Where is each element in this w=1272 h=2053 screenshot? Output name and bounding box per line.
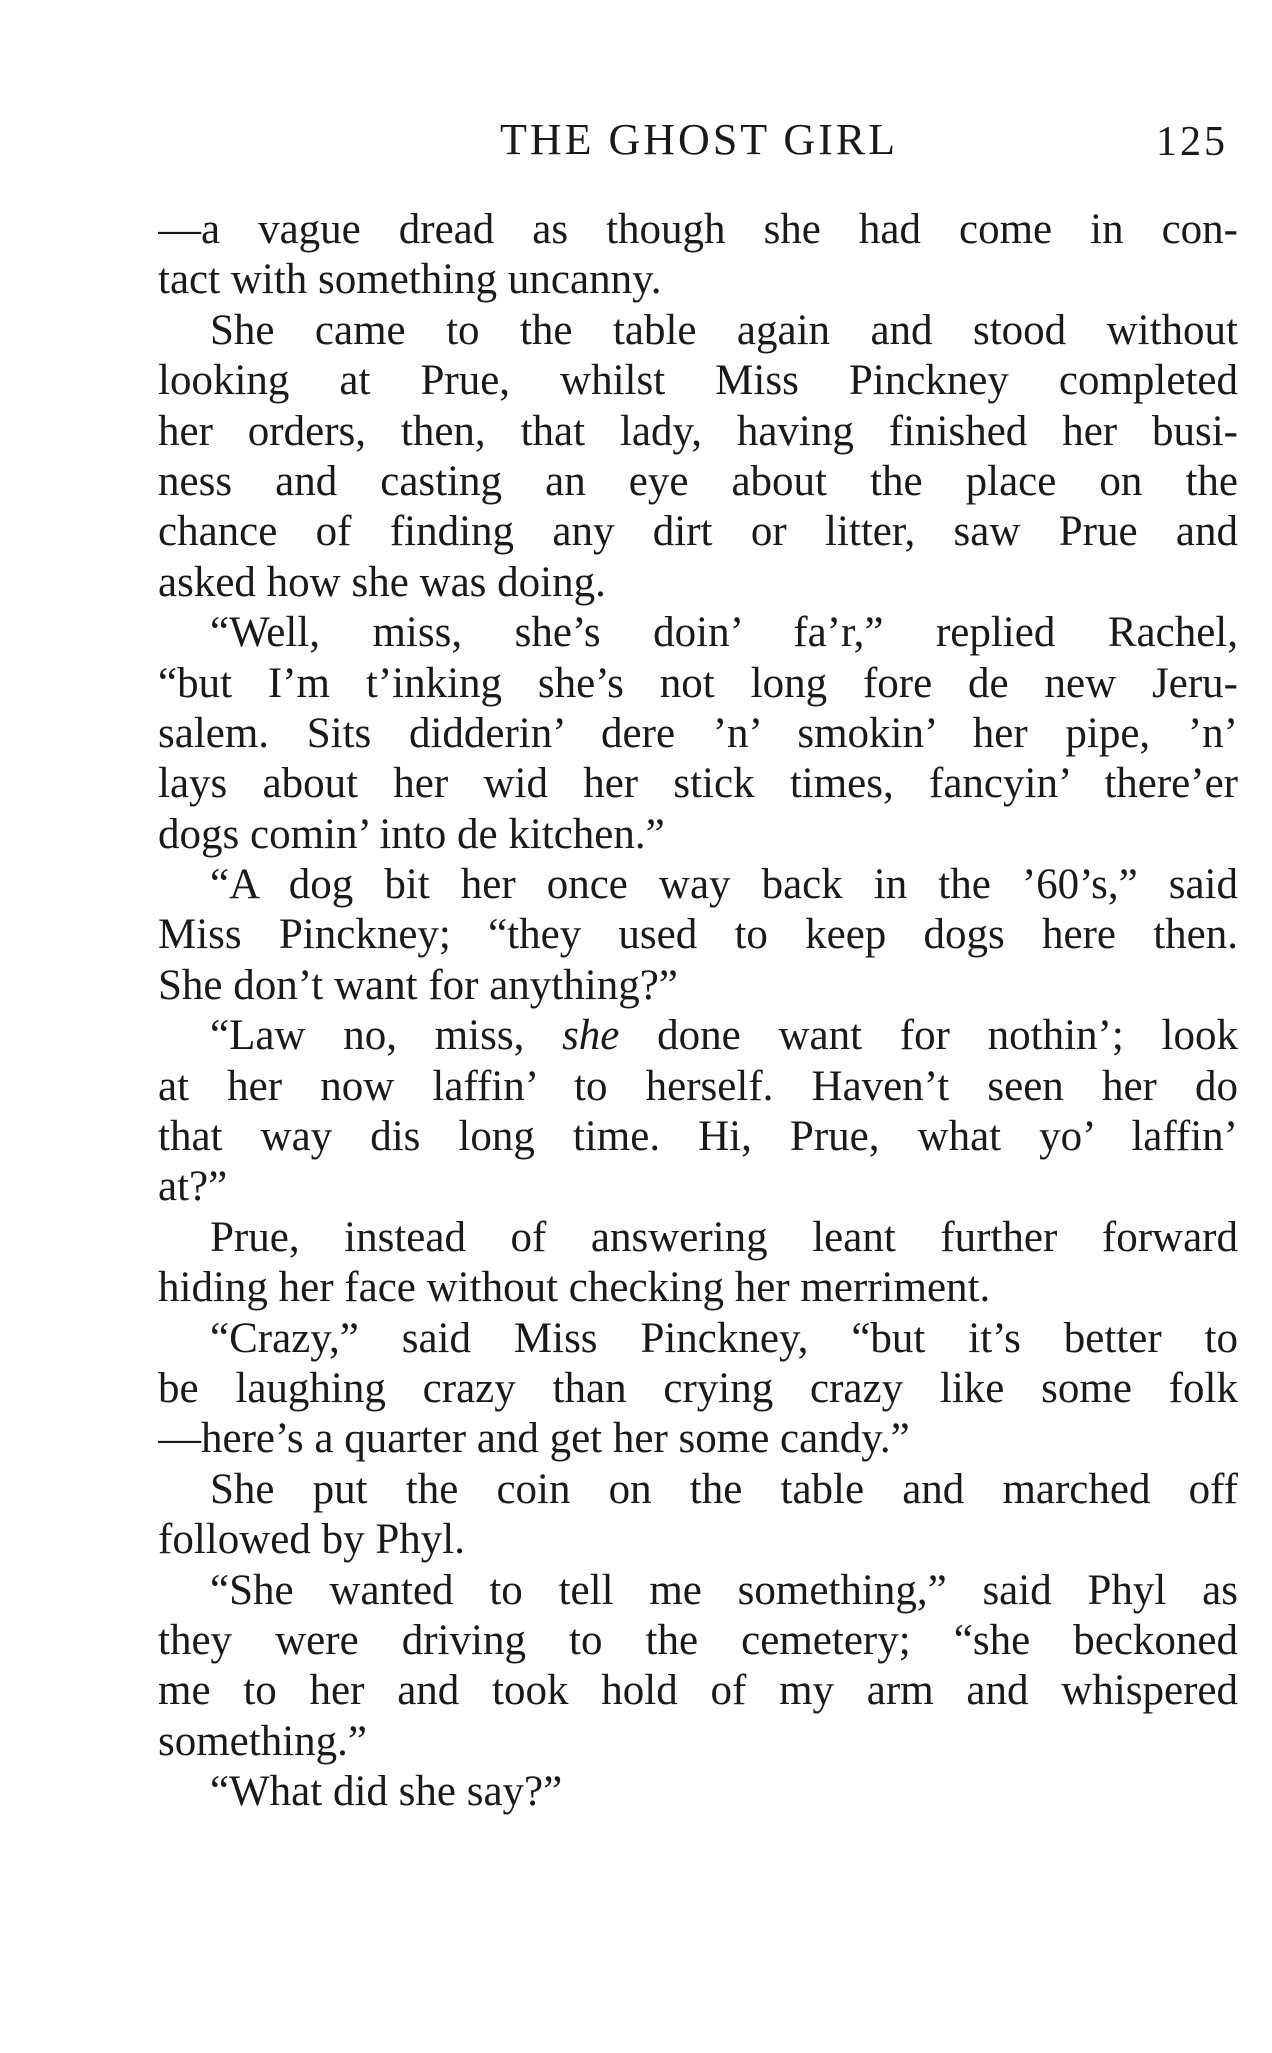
text-line-segment: ness and casting an eye about the place on the <box>158 457 1238 505</box>
text-line-segment: “Well, miss, she’s doin’ fa’r,” replied Rachel, <box>210 609 1238 657</box>
text-line <box>158 1213 1238 1263</box>
text-line-segment: “What did she say?” <box>210 1768 563 1816</box>
text-line-segment: something.” <box>158 1717 367 1765</box>
text-line <box>158 407 1238 457</box>
text-line-segment: hiding her face without checking her merriment. <box>158 1264 991 1312</box>
text-line <box>158 1112 1238 1162</box>
text-line-segment: lays about her wid her stick times, fancyin’ there’er <box>158 760 1238 808</box>
text-line-segment: done want for nothin’; look <box>619 1012 1238 1060</box>
text-line <box>158 659 1238 709</box>
text-line-segment: her orders, then, that lady, having finished her busi- <box>158 407 1238 455</box>
text-line-segment: —a vague dread as though she had come in con- <box>158 206 1238 253</box>
running-title: THE GHOST GIRL <box>499 115 899 164</box>
text-line-segment: She don’t want for anything?” <box>158 961 678 1009</box>
text-line <box>158 457 1238 507</box>
text-line <box>158 709 1238 759</box>
text-line-segment: Prue, instead of answering leant further forward <box>210 1213 1238 1261</box>
text-line <box>158 205 1238 255</box>
text-line <box>158 1263 1238 1313</box>
text-line <box>158 1364 1238 1414</box>
text-line <box>158 608 1238 658</box>
running-head <box>158 110 1240 170</box>
text-line-segment: dogs comin’ into de kitchen.” <box>158 810 665 858</box>
text-line <box>158 1566 1238 1616</box>
text-line <box>158 1062 1238 1112</box>
text-line <box>158 1616 1238 1666</box>
body-text <box>158 205 1238 1818</box>
text-line <box>158 356 1238 406</box>
text-line <box>158 860 1238 910</box>
text-line-segment: they were driving to the cemetery; “she beckoned <box>158 1616 1238 1664</box>
emphasized-word: she <box>562 1012 620 1060</box>
text-line-segment: “Crazy,” said Miss Pinckney, “but it’s better to <box>210 1314 1238 1362</box>
text-line-segment: at?” <box>158 1163 228 1211</box>
text-line <box>158 1314 1238 1364</box>
text-line-segment: followed by Phyl. <box>158 1516 465 1564</box>
text-line <box>158 1717 1238 1767</box>
text-line-segment: —here’s a quarter and get her some candy.” <box>158 1415 910 1463</box>
text-line-segment: tact with something uncanny. <box>158 256 662 304</box>
text-line <box>158 306 1238 356</box>
text-line-segment: that way dis long time. Hi, Prue, what yo’ laffin’ <box>158 1113 1238 1161</box>
text-line-segment: at her now laffin’ to herself. Haven’t seen her do <box>158 1062 1238 1110</box>
text-line <box>158 1011 1238 1061</box>
page-number: 125 <box>1156 119 1228 165</box>
text-line-segment: “She wanted to tell me something,” said Phyl as <box>210 1566 1238 1614</box>
text-line <box>158 255 1238 305</box>
text-line <box>158 910 1238 960</box>
text-line <box>158 810 1238 860</box>
text-line-segment: “A dog bit her once way back in the ’60’s,” said <box>210 861 1238 909</box>
text-line <box>158 1767 1238 1817</box>
text-line <box>158 558 1238 608</box>
text-line-segment: Miss Pinckney; “they used to keep dogs here then. <box>158 911 1238 959</box>
text-line <box>158 507 1238 557</box>
text-line <box>158 961 1238 1011</box>
text-line <box>158 1666 1238 1716</box>
text-line <box>158 1465 1238 1515</box>
text-line <box>158 759 1238 809</box>
text-line <box>158 1162 1238 1212</box>
text-line-segment: chance of finding any dirt or litter, saw Prue and <box>158 508 1238 556</box>
text-line-segment: be laughing crazy than crying crazy like some folk <box>158 1364 1238 1412</box>
text-line <box>158 1414 1238 1464</box>
text-line <box>158 1515 1238 1565</box>
text-line-segment: me to her and took hold of my arm and whispered <box>158 1667 1238 1715</box>
text-line-segment: “but I’m t’inking she’s not long fore de new Jeru- <box>158 659 1238 707</box>
text-line-segment: asked how she was doing. <box>158 558 606 606</box>
text-line-segment: She came to the table again and stood without <box>210 306 1238 354</box>
text-line-segment: salem. Sits didderin’ dere ’n’ smokin’ her pipe, ’n’ <box>158 709 1238 757</box>
text-line-segment: She put the coin on the table and marched off <box>210 1465 1238 1513</box>
text-line-segment: “Law no, miss, <box>210 1012 563 1060</box>
text-line-segment: looking at Prue, whilst Miss Pinckney completed <box>158 357 1238 405</box>
